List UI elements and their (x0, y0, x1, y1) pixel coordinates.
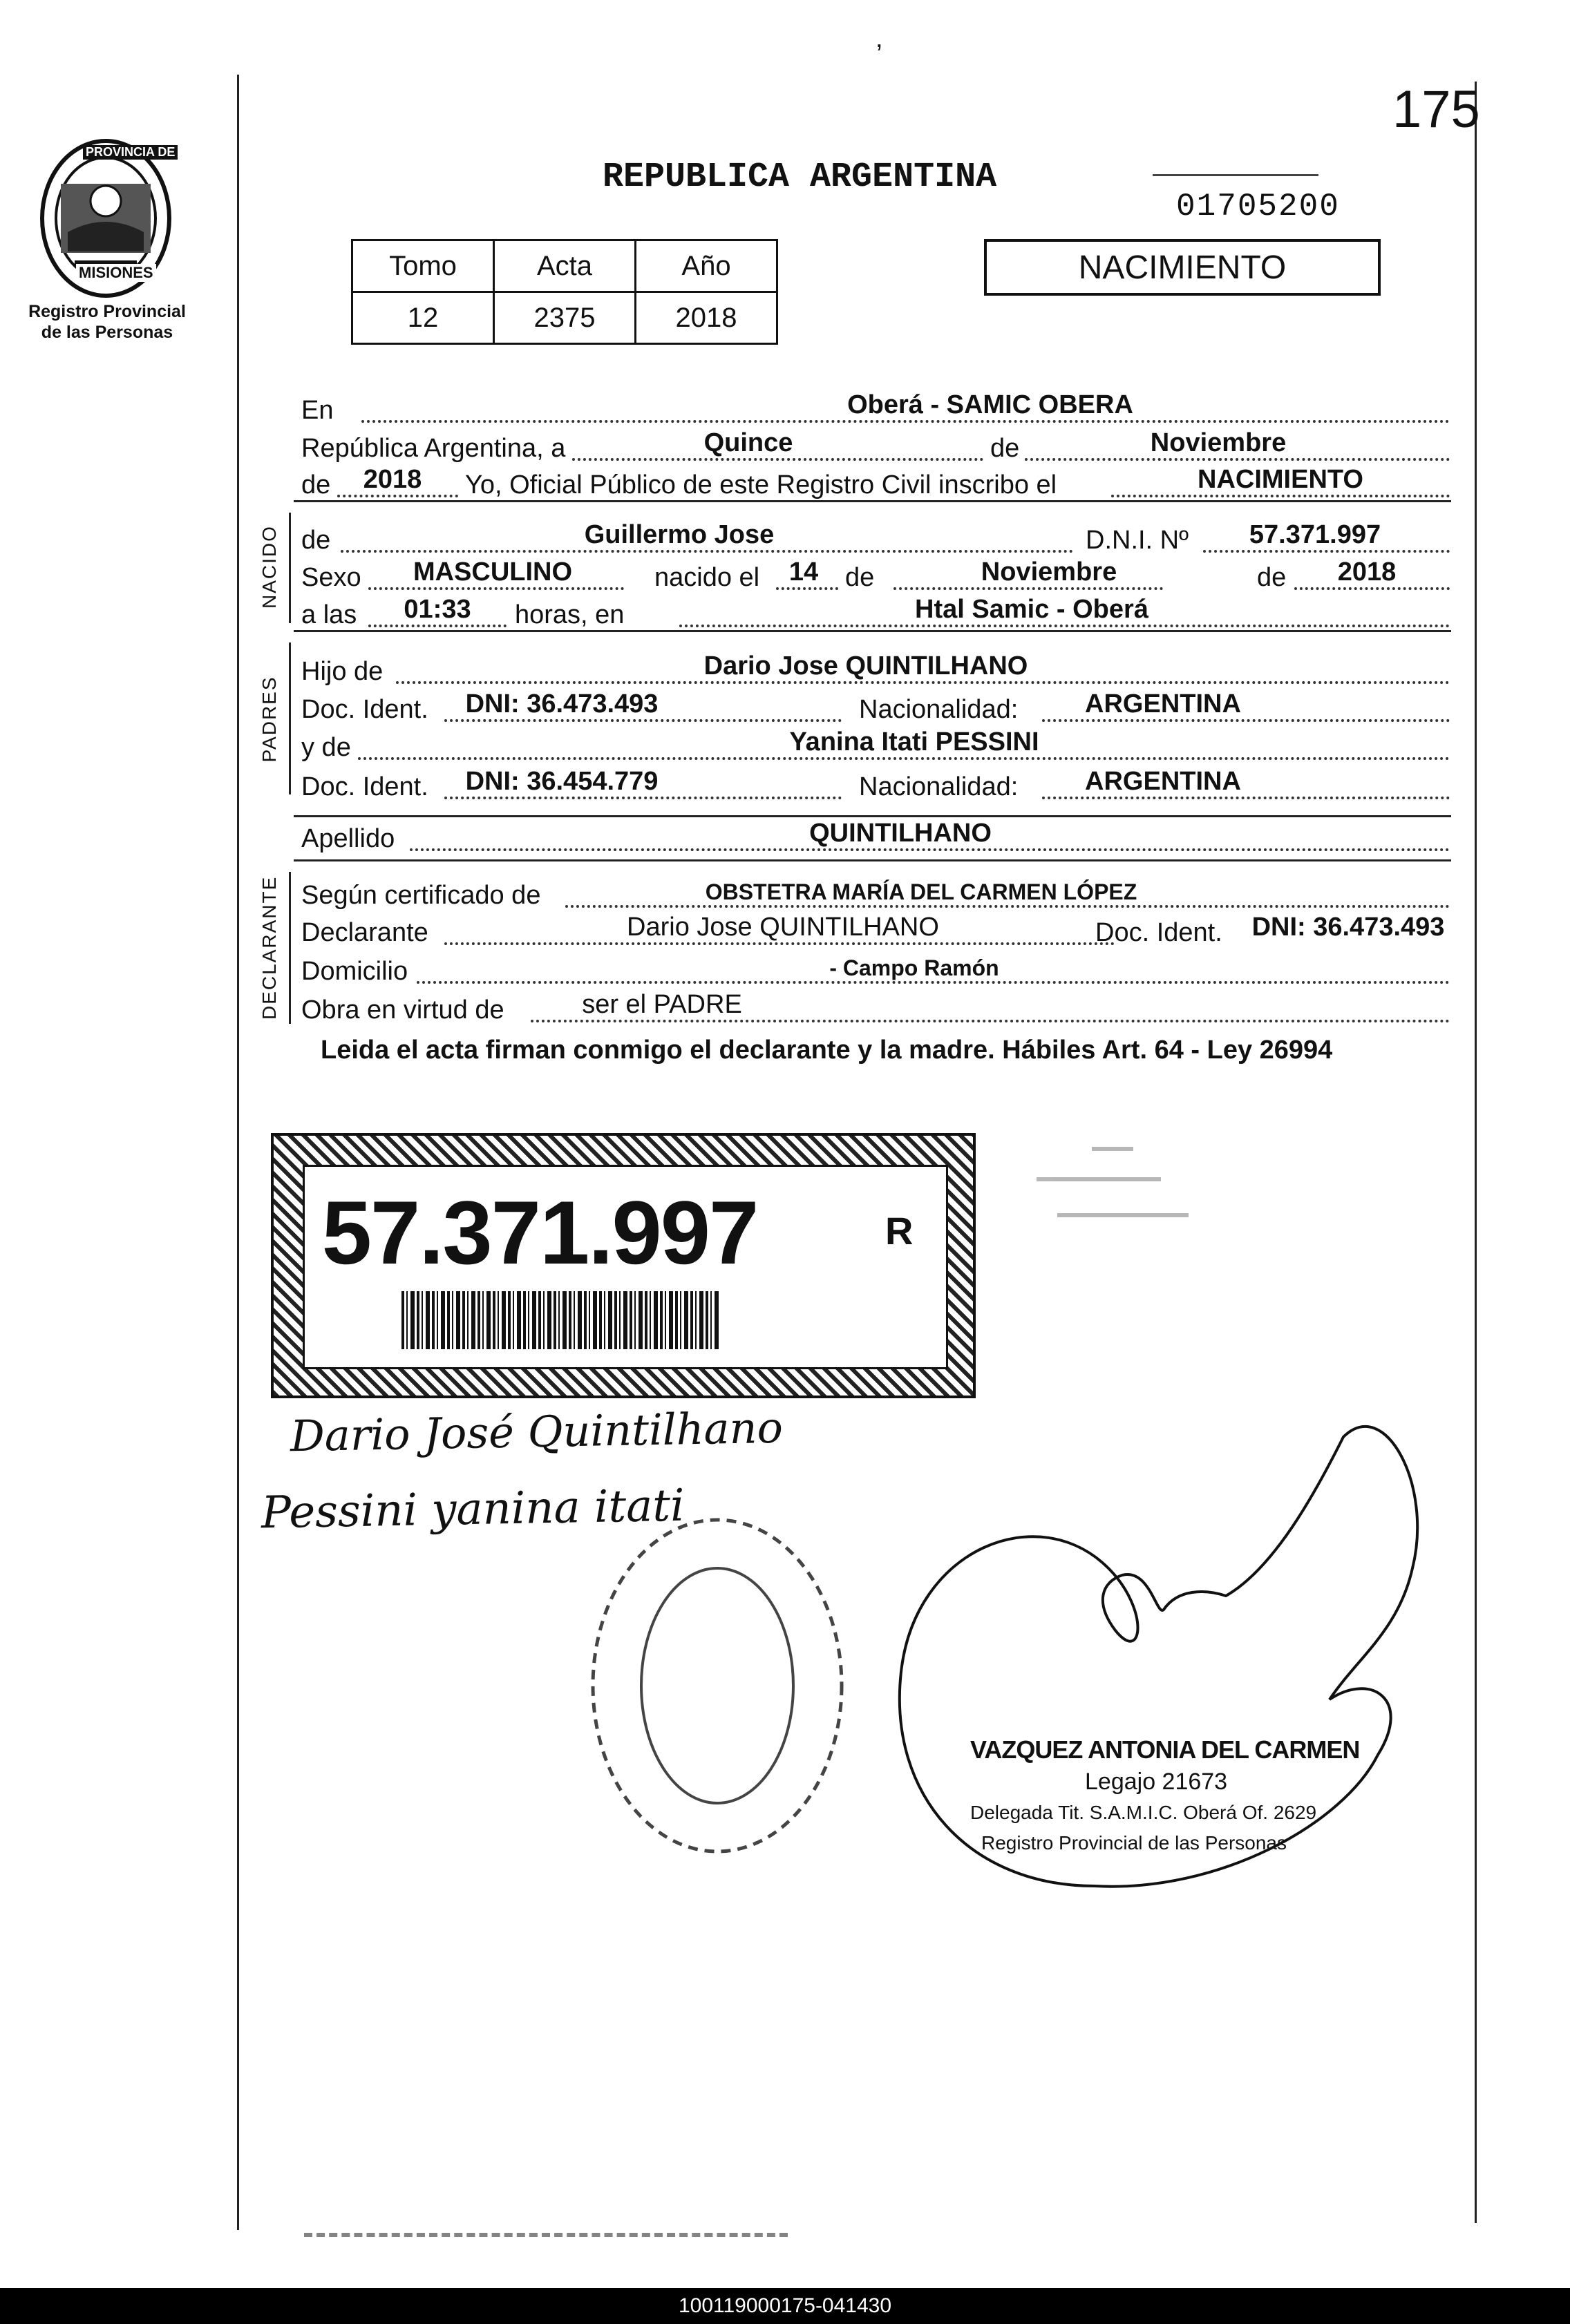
birth-month-dots (893, 587, 1163, 590)
en-dots (361, 420, 1450, 423)
father-dots (396, 681, 1450, 684)
mother-doc-dots (444, 797, 842, 799)
inscribe-value: NACIMIENTO (1198, 465, 1363, 494)
obra-dots (531, 1020, 1450, 1022)
domicilio-dots (417, 981, 1450, 984)
sexo-dots (368, 587, 624, 590)
dni-sticker (271, 1133, 976, 1398)
serial-number: 01705200 (1176, 189, 1340, 225)
barcode (401, 1291, 719, 1349)
closing-text: Leida el acta firman conmigo el declarante y la madre. Hábiles Art. 64 - Ley 26994 (321, 1036, 1333, 1065)
father-value: Dario Jose QUINTILHANO (703, 651, 1028, 680)
right-margin-line (1475, 82, 1477, 2223)
name-dots (341, 550, 1073, 553)
nac1-label: Nacionalidad: (859, 695, 1019, 724)
doc2-label: Doc. Ident. (301, 772, 428, 801)
nacido-band-line (289, 513, 291, 623)
document-type: NACIMIENTO (1078, 249, 1287, 286)
place-dots (679, 625, 1450, 627)
obra-label: Obra en virtud de (301, 996, 504, 1025)
mother-nat-dots (1042, 797, 1450, 799)
acta-value: 2375 (494, 292, 636, 344)
mother-signature: Pessini yanina itati (261, 1480, 685, 1539)
declarante-label: Declarante (301, 918, 428, 947)
birth-day-dots (776, 587, 838, 590)
month-value: Noviembre (1150, 428, 1287, 457)
serial-stamp (1153, 174, 1340, 238)
apellido-value: QUINTILHANO (809, 819, 992, 848)
certificado-value: OBSTETRA MARÍA DEL CARMEN LÓPEZ (705, 879, 1137, 904)
de4-label: de (1257, 563, 1287, 592)
time-dots (368, 625, 507, 627)
official-role: Delegada Tit. S.A.M.I.C. Oberá Of. 2629 (970, 1802, 1317, 1823)
tomo-value: 12 (352, 292, 494, 344)
name-label: de (301, 526, 331, 555)
sticker-number: 57.371.997 (321, 1182, 758, 1283)
republica-label: República Argentina, a (301, 434, 566, 463)
page-number: 175 (1392, 80, 1480, 139)
sexo-value: MASCULINO (413, 558, 573, 587)
official-org: Registro Provincial de las Personas (981, 1832, 1287, 1854)
declarante-value: Dario Jose QUINTILHANO (627, 913, 939, 942)
obra-value: ser el PADRE (582, 990, 742, 1019)
nac2-label: Nacionalidad: (859, 772, 1019, 801)
inscribe-dots (1111, 495, 1450, 497)
dni-dots (1203, 550, 1450, 553)
father-nat-dots (1042, 719, 1450, 722)
declarante-dots (444, 942, 1115, 945)
row-certificado (299, 872, 1450, 913)
birth-time: 01:33 (404, 595, 471, 624)
separator-4 (294, 859, 1451, 861)
birth-year-dots (1294, 587, 1450, 590)
yde-label: y de (301, 733, 351, 762)
de2-label: de (301, 470, 331, 499)
mother-nat: ARGENTINA (1085, 767, 1241, 796)
row-inscribe (299, 461, 1450, 503)
document-type-box (984, 239, 1381, 296)
official-legajo: Legajo 21673 (1085, 1769, 1228, 1795)
father-doc: DNI: 36.473.493 (465, 689, 659, 718)
row-declarante (299, 909, 1450, 951)
official-name: VAZQUEZ ANTONIA DEL CARMEN (970, 1735, 1360, 1764)
ano-value: 2018 (636, 292, 777, 344)
acta-header: Acta (494, 240, 636, 292)
registry-table (351, 239, 778, 345)
birth-month: Noviembre (981, 558, 1117, 587)
footer-bar (0, 2288, 1570, 2324)
section-padres: PADRES (258, 676, 280, 763)
alas-label: a las (301, 600, 357, 629)
row-obra (299, 987, 1450, 1028)
row-domicilio (299, 948, 1450, 989)
row-en (299, 387, 1450, 428)
top-mark: ʼ (876, 40, 882, 70)
en-value: Oberá - SAMIC OBERA (847, 390, 1133, 419)
section-nacido: NACIDO (258, 525, 280, 609)
father-nat: ARGENTINA (1085, 689, 1241, 718)
day-value: Quince (703, 428, 793, 457)
dni-label: D.N.I. Nº (1086, 526, 1189, 555)
father-signature: Dario José Quintilhano (290, 1402, 784, 1462)
apellido-label: Apellido (301, 824, 395, 853)
declarante-band-line (289, 872, 291, 1024)
logo-text-bottom: MISIONES (76, 264, 156, 282)
tomo-header: Tomo (352, 240, 494, 292)
doc3-label: Doc. Ident. (1095, 918, 1222, 947)
mother-value: Yanina Itati PESSINI (789, 727, 1039, 756)
domicilio-label: Domicilio (301, 957, 408, 986)
day-dots (572, 458, 983, 461)
mother-dots (358, 757, 1450, 760)
row-mother-doc (299, 763, 1450, 805)
domicilio-value: - Campo Ramón (829, 955, 999, 980)
padres-band-line (289, 642, 291, 794)
row-hora (299, 591, 1450, 633)
row-sexo (299, 554, 1450, 596)
yo-text: Yo, Oficial Público de este Registro Civil inscribo el (465, 470, 1057, 499)
row-father-doc (299, 686, 1450, 727)
hijo-label: Hijo de (301, 657, 384, 686)
sticker-inner (303, 1165, 948, 1369)
year-dots (337, 495, 458, 497)
father-doc-dots (444, 719, 842, 722)
de-label: de (990, 434, 1020, 463)
row-mother (299, 724, 1450, 765)
birth-day: 14 (788, 558, 819, 587)
logo-caption-1: Registro Provincial (28, 302, 186, 321)
doc1-label: Doc. Ident. (301, 695, 428, 724)
month-dots (1025, 458, 1450, 461)
declarante-doc: DNI: 36.473.493 (1251, 913, 1445, 942)
segun-label: Según certificado de (301, 881, 541, 910)
faint-stamp-text (1009, 1147, 1216, 1244)
mother-doc: DNI: 36.454.779 (465, 767, 659, 796)
logo-text-top: PROVINCIA DE (83, 145, 178, 160)
sticker-r-mark: R (885, 1209, 914, 1253)
bottom-faint-line (304, 2229, 788, 2237)
ano-header: Año (636, 240, 777, 292)
birth-year: 2018 (1337, 558, 1397, 587)
row-name (299, 517, 1450, 558)
sexo-label: Sexo (301, 563, 361, 592)
footer-code: 100119000175-041430 (678, 2294, 892, 2317)
horas-label: horas, en (515, 600, 625, 629)
name-value: Guillermo Jose (584, 520, 775, 549)
logo-caption-2: de las Personas (41, 323, 173, 342)
round-seal (579, 1506, 855, 1865)
apellido-dots (410, 848, 1450, 851)
dni-value: 57.371.997 (1249, 520, 1381, 549)
section-declarante: DECLARANTE (258, 875, 280, 1020)
birth-place: Htal Samic - Oberá (915, 595, 1148, 624)
row-apellido (299, 815, 1450, 857)
row-father (299, 648, 1450, 689)
en-label: En (301, 396, 334, 425)
certificado-dots (565, 905, 1450, 908)
left-margin-line (237, 75, 239, 2230)
row-republica (299, 425, 1450, 466)
year-value: 2018 (363, 465, 422, 494)
nacido-label: nacido el (654, 563, 760, 592)
country-title: REPUBLICA ARGENTINA (603, 158, 997, 197)
de3-label: de (845, 563, 875, 592)
